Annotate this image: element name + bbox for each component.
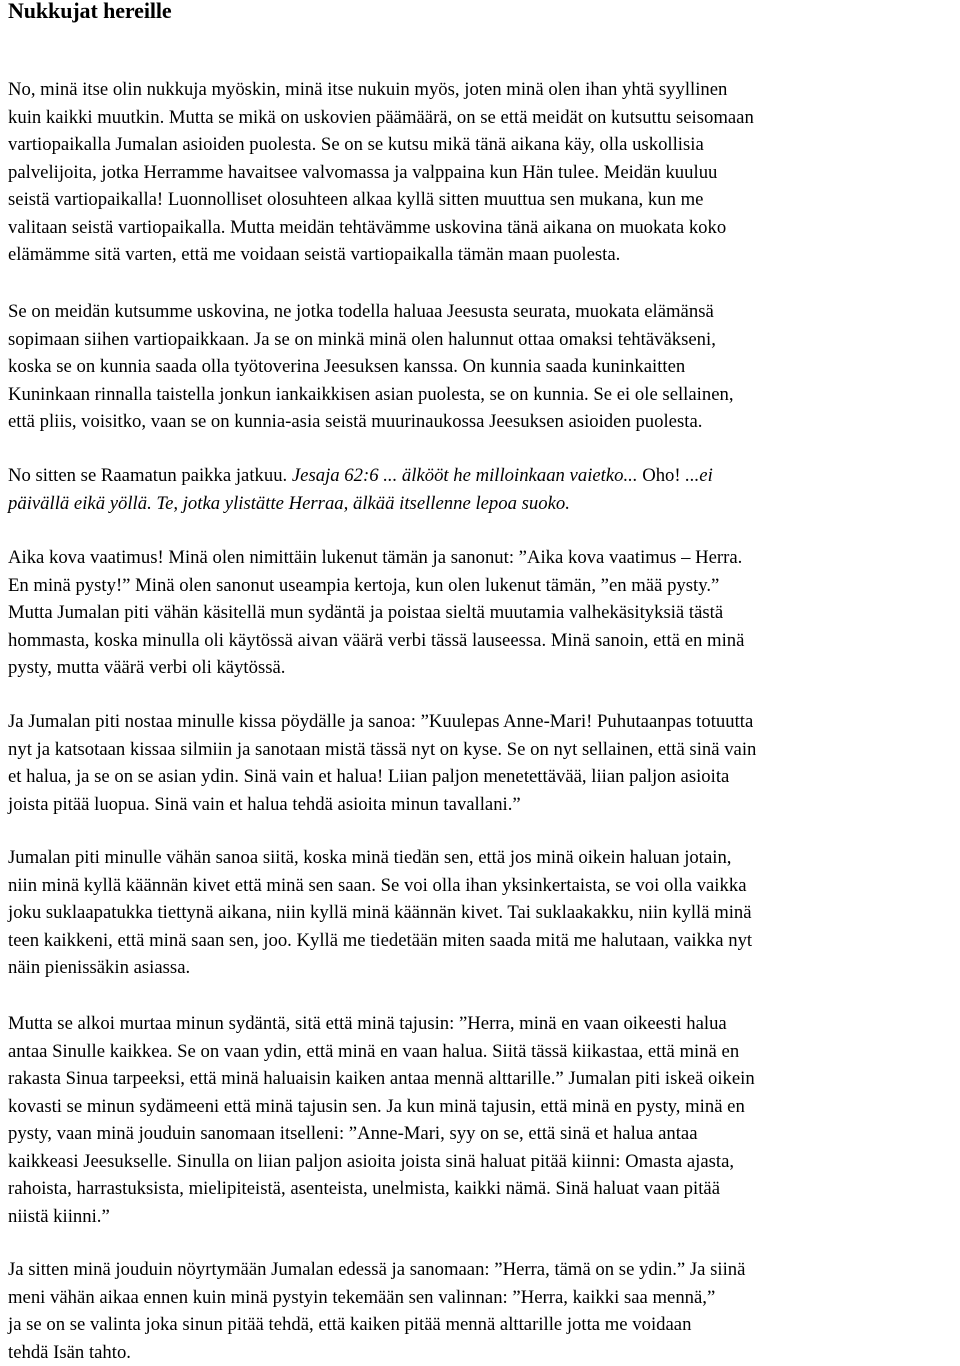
- text-line: pysty, vaan minä jouduin sanomaan itselleni: ”Anne-Mari, syy on se, että sinä et halua antaa: [8, 1120, 952, 1148]
- text-line: tehdä Isän tahto.: [8, 1339, 952, 1366]
- text-line: Ja sitten minä jouduin nöyrtymään Jumalan edessä ja sanomaan: ”Herra, tämä on se ydin.” Ja siinä: [8, 1256, 952, 1284]
- text-line: koska se on kunnia saada olla työtoverina Jeesuksen kanssa. On kunnia saada kuninkaitten: [8, 353, 952, 381]
- text-line: niin minä kyllä käännän kivet että minä sen saan. Se voi olla ihan yksinkertaista, se voi olla vaikka: [8, 872, 952, 900]
- text-line: sopimaan siihen vartiopaikkaan. Ja se on minkä minä olen halunnut ottaa omaksi tehtäväkseni,: [8, 326, 952, 354]
- scripture-quote: Jesaja 62:6 ... älkööt he milloinkaan vaietko...: [292, 465, 638, 486]
- text-line: Kuninkaan rinnalla taistella jonkun iankaikkisen asian puolesta, se on kunnia. Se ei ole sellainen,: [8, 381, 952, 409]
- scripture-quote: ...ei: [685, 465, 713, 486]
- text-line: Jumalan piti minulle vähän sanoa siitä, koska minä tiedän sen, että jos minä oikein haluan jotain,: [8, 844, 952, 872]
- text-line: palvelijoita, jotka Herramme havaitsee valvomassa ja valppaina kun Hän tulee. Meidän kuuluu: [8, 159, 952, 187]
- text-line: En minä pysty!” Minä olen sanonut useampia kertoja, kun olen lukenut tämän, ”en mää pysty.”: [8, 572, 952, 600]
- text-line: niistä kiinni.”: [8, 1203, 952, 1231]
- text-line: kuin kaikki muutkin. Mutta se mikä on uskovien päämäärä, on se että meidät on kutsuttu seisomaan: [8, 104, 952, 132]
- text-line: Ja Jumalan piti nostaa minulle kissa pöydälle ja sanoa: ”Kuulepas Anne-Mari! Puhutaanpas totuutta: [8, 708, 952, 736]
- scripture-quote-line: päivällä eikä yöllä. Te, jotka ylistätte Herraa, älkää itsellenne lepoa suoko.: [8, 490, 952, 518]
- text-line: ja se on se valinta joka sinun pitää tehdä, että kaiken pitää mennä alttarille jotta me voidaan: [8, 1311, 952, 1339]
- text-line: joista pitää luopua. Sinä vain et halua tehdä asioita minun tavallani.”: [8, 791, 952, 819]
- text-line: kovasti se minun sydämeeni että minä tajusin sen. Ja kun minä tajusin, että minä en pysty, minä en: [8, 1093, 952, 1121]
- paragraph: [8, 844, 952, 982]
- text-line: Se on meidän kutsumme uskovina, ne jotka todella haluaa Jeesusta seurata, muokata elämänsä: [8, 298, 952, 326]
- text-line: Mutta Jumalan piti vähän käsitellä mun sydäntä ja poistaa sieltä muutamia valhekäsityksiä tästä: [8, 599, 952, 627]
- document-title: Nukkujat hereille: [8, 0, 172, 24]
- text-line: Aika kova vaatimus! Minä olen nimittäin lukenut tämän ja sanonut: ”Aika kova vaatimus – Herra.: [8, 544, 952, 572]
- text-line: näin pienissäkin asiassa.: [8, 954, 952, 982]
- paragraph: [8, 544, 952, 682]
- scripture-paragraph: [8, 462, 952, 517]
- paragraph: [8, 298, 952, 436]
- plain-text: No sitten se Raamatun paikka jatkuu.: [8, 465, 292, 486]
- text-line: kaikkeasi Jeesukselle. Sinulla on liian paljon asioita joista sinä haluat pitää kiinni: Omasta ajasta,: [8, 1148, 952, 1176]
- text-line: elämämme sitä varten, että me voidaan seistä vartiopaikalla tämän maan puolesta.: [8, 241, 952, 269]
- paragraph: [8, 708, 952, 818]
- text-line: hommasta, koska minulla oli käytössä aivan väärä verbi tässä lauseessa. Minä sanoin, että en minä: [8, 627, 952, 655]
- paragraph: [8, 1010, 952, 1230]
- paragraph: [8, 1256, 952, 1366]
- text-line: joku suklaapatukka tiettynä aikana, niin kyllä minä käännän kivet. Tai suklaakakku, niin kyllä minä: [8, 899, 952, 927]
- text-line: valitaan seistä vartiopaikalla. Mutta meidän tehtävämme uskovina tänä aikana on muokata koko: [8, 214, 952, 242]
- text-line: että pliis, voisitko, vaan se on kunnia-asia seistä muurinaukossa Jeesuksen asioiden puolesta.: [8, 408, 952, 436]
- text-line: No, minä itse olin nukkuja myöskin, minä itse nukuin myös, joten minä olen ihan yhtä syyllinen: [8, 76, 952, 104]
- text-line: pysty, mutta väärä verbi oli käytössä.: [8, 654, 952, 682]
- text-line: rahoista, harrastuksista, mielipiteistä, asenteista, unelmista, kaikki nämä. Sinä haluat vaan pitää: [8, 1175, 952, 1203]
- text-line: teen kaikkeni, että minä saan sen, joo. Kyllä me tiedetään miten saada mitä me halutaan, vaikka nyt: [8, 927, 952, 955]
- text-line: meni vähän aikaa ennen kuin minä pystyin tekemään sen valinnan: ”Herra, kaikki saa mennä,”: [8, 1284, 952, 1312]
- text-line: rakasta Sinua tarpeeksi, että minä haluaisin kaiken antaa mennä alttarille.” Jumalan piti iskeä oikein: [8, 1065, 952, 1093]
- text-line: antaa Sinulle kaikkea. Se on vaan ydin, että minä en vaan halua. Siitä tässä kiikastaa, että minä en: [8, 1038, 952, 1066]
- text-line: seistä vartiopaikalla! Luonnolliset olosuhteen alkaa kyllä sitten muuttua sen mukana, kun me: [8, 186, 952, 214]
- text-line: nyt ja katsotaan kissaa silmiin ja sanotaan mistä tässä nyt on kyse. Se on nyt sellainen, että sinä vain: [8, 736, 952, 764]
- plain-text: Oho!: [638, 465, 686, 486]
- text-line: Mutta se alkoi murtaa minun sydäntä, sitä että minä tajusin: ”Herra, minä en vaan oikeesti halua: [8, 1010, 952, 1038]
- text-line: et halua, ja se on se asian ydin. Sinä vain et halua! Liian paljon menetettävää, liian paljon asioita: [8, 763, 952, 791]
- paragraph: [8, 76, 952, 269]
- text-line: vartiopaikalla Jumalan asioiden puolesta. Se on se kutsu mikä tänä aikana käy, olla uskollisia: [8, 131, 952, 159]
- text-line: [8, 462, 952, 490]
